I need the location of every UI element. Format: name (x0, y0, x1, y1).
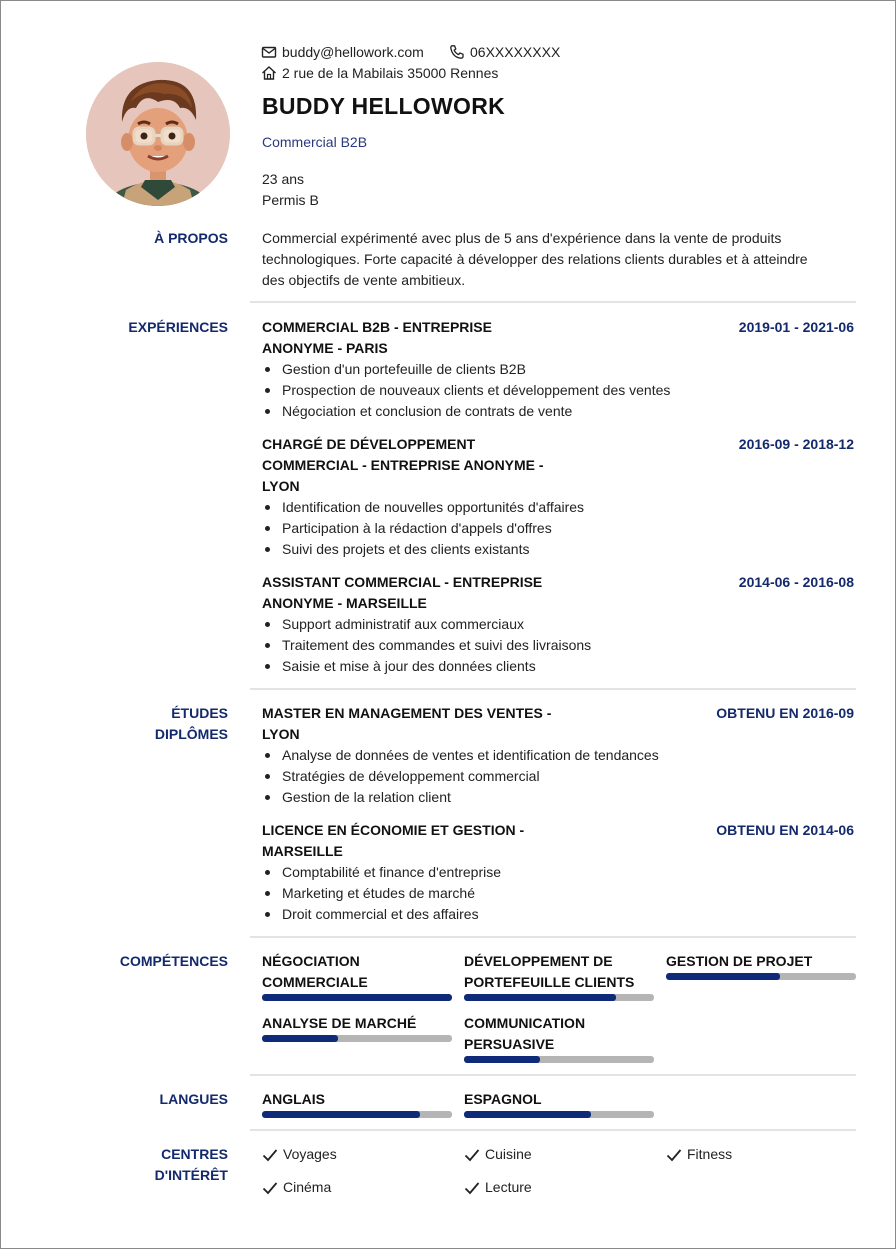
interest-label: Voyages (283, 1146, 337, 1162)
skill-name (464, 1013, 654, 1055)
section-label-line: CENTRES (161, 1146, 228, 1162)
skill-name-line: GESTION DE PROJET (666, 953, 813, 969)
section-label-interests (155, 1144, 228, 1186)
checkmark-icon (464, 1181, 480, 1195)
education-title-line: LYON (262, 726, 300, 742)
about-line: des objectifs de vente ambitieux. (262, 272, 466, 288)
driving-license: Permis B (262, 192, 319, 208)
experience-title-line: LYON (262, 478, 300, 494)
skill-name (464, 951, 654, 993)
list-item: Droit commercial et des affaires (262, 904, 501, 925)
skill-name-line: DÉVELOPPEMENT DE (464, 953, 613, 969)
skill-item (464, 1013, 654, 1063)
email-line (261, 44, 424, 60)
language-level-bar (464, 1111, 654, 1118)
section-divider (250, 301, 856, 303)
experience-bullets (262, 497, 584, 560)
about-text (262, 228, 862, 291)
education-bullets (262, 745, 659, 808)
experience-title-line: ANONYME - MARSEILLE (262, 595, 427, 611)
candidate-name: BUDDY HELLOWORK (262, 93, 506, 119)
language-name: ANGLAIS (262, 1091, 325, 1107)
avatar-illustration (86, 62, 230, 206)
skill-level-bar (262, 1035, 452, 1042)
list-item: Participation à la rédaction d'appels d'offres (262, 518, 584, 539)
experience-title-line: COMMERCIAL B2B - ENTREPRISE (262, 319, 492, 335)
experience-date: 2014-06 - 2016-08 (738, 574, 854, 590)
skill-name-line: ANALYSE DE MARCHÉ (262, 1015, 417, 1031)
language-level-bar (262, 1111, 452, 1118)
language-item (464, 1089, 654, 1118)
email-text[interactable]: buddy@hellowork.com (282, 44, 424, 60)
education-title-line: MASTER EN MANAGEMENT DES VENTES - (262, 705, 552, 721)
section-divider (250, 688, 856, 690)
skill-level-bar (464, 994, 654, 1001)
education-bullets (262, 862, 501, 925)
experience-title-line: COMMERCIAL - ENTREPRISE ANONYME - (262, 457, 544, 473)
interest-label: Fitness (687, 1146, 733, 1162)
skill-name (262, 951, 452, 993)
section-label-line: DIPLÔMES (154, 726, 228, 742)
list-item: Marketing et études de marché (262, 883, 501, 904)
skill-name-line: PERSUASIVE (464, 1036, 555, 1052)
skill-level-fill (464, 1056, 540, 1063)
interest-label: Cuisine (485, 1146, 532, 1162)
about-line: Commercial expérimenté avec plus de 5 ans d'expérience dans la vente de produits (262, 230, 782, 246)
address-text: 2 rue de la Mabilais 35000 Rennes (282, 65, 499, 81)
interest-label: Cinéma (283, 1179, 332, 1195)
experience-bullets (262, 614, 591, 677)
section-label-line: ÉTUDES (171, 705, 228, 721)
skill-name-line: COMMUNICATION (464, 1015, 586, 1031)
skill-level-fill (262, 1035, 338, 1042)
skill-level-fill (262, 994, 452, 1001)
envelope-icon (261, 44, 277, 60)
phone-icon (449, 44, 465, 60)
age: 23 ans (262, 171, 305, 187)
education-date: OBTENU EN 2016-09 (716, 705, 854, 721)
list-item: Gestion de la relation client (262, 787, 659, 808)
skill-name (666, 951, 856, 972)
experience-date: 2016-09 - 2018-12 (738, 436, 854, 452)
interest-item (262, 1177, 331, 1198)
education-title (262, 703, 551, 745)
section-divider (250, 936, 856, 938)
list-item: Saisie et mise à jour des données clients (262, 656, 591, 677)
skill-name (262, 1013, 452, 1034)
list-item: Négociation et conclusion de contrats de vente (262, 401, 670, 422)
section-label-education (155, 703, 228, 745)
skill-level-bar (262, 994, 452, 1001)
interest-label: Lecture (485, 1179, 532, 1195)
experience-title-line: ASSISTANT COMMERCIAL - ENTREPRISE (262, 574, 543, 590)
skill-name-line: PORTEFEUILLE CLIENTS (464, 974, 635, 990)
section-divider (250, 1129, 856, 1131)
section-label-line: D'INTÉRÊT (154, 1167, 228, 1183)
interest-item (464, 1177, 532, 1198)
experience-bullets (262, 359, 670, 422)
about-line: technologiques. Forte capacité à développer des relations clients durables et à atteindre (262, 251, 808, 267)
education-title-line: LICENCE EN ÉCONOMIE ET GESTION - (262, 822, 525, 838)
skill-level-fill (666, 973, 780, 980)
house-icon (261, 65, 277, 81)
section-label-experiences: EXPÉRIENCES (128, 319, 228, 335)
language-item (262, 1089, 452, 1118)
address-line (261, 65, 498, 81)
section-divider (250, 1074, 856, 1076)
language-name: ESPAGNOL (464, 1091, 542, 1107)
education-title (262, 820, 524, 862)
skill-name-line: COMMERCIALE (262, 974, 368, 990)
phone-line (449, 44, 560, 60)
list-item: Traitement des commandes et suivi des livraisons (262, 635, 591, 656)
experience-title-line: CHARGÉ DE DÉVELOPPEMENT (262, 436, 476, 452)
checkmark-icon (262, 1148, 278, 1162)
skill-level-fill (464, 994, 616, 1001)
skill-name-line: NÉGOCIATION (262, 953, 360, 969)
checkmark-icon (262, 1181, 278, 1195)
experience-title (262, 572, 542, 614)
checkmark-icon (464, 1148, 480, 1162)
interest-item (464, 1144, 532, 1165)
list-item: Identification de nouvelles opportunités d'affaires (262, 497, 584, 518)
skill-item (262, 951, 452, 1001)
avatar (86, 62, 230, 206)
list-item: Suivi des projets et des clients existants (262, 539, 584, 560)
skill-level-bar (464, 1056, 654, 1063)
education-date: OBTENU EN 2014-06 (716, 822, 854, 838)
language-level-fill (262, 1111, 420, 1118)
section-label-about: À PROPOS (154, 230, 228, 246)
experience-title (262, 317, 492, 359)
experience-title (262, 434, 544, 497)
skill-item (464, 951, 654, 1001)
skill-item (666, 951, 856, 980)
job-title: Commercial B2B (262, 134, 368, 150)
skill-item (262, 1013, 452, 1042)
list-item: Support administratif aux commerciaux (262, 614, 591, 635)
interest-item (262, 1144, 337, 1165)
list-item: Stratégies de développement commercial (262, 766, 659, 787)
experience-title-line: ANONYME - PARIS (262, 340, 388, 356)
list-item: Prospection de nouveaux clients et développement des ventes (262, 380, 670, 401)
language-level-fill (464, 1111, 591, 1118)
phone-text[interactable]: 06XXXXXXXX (470, 44, 561, 60)
experience-date: 2019-01 - 2021-06 (738, 319, 854, 335)
list-item: Gestion d'un portefeuille de clients B2B (262, 359, 670, 380)
interest-item (666, 1144, 732, 1165)
checkmark-icon (666, 1148, 682, 1162)
education-title-line: MARSEILLE (262, 843, 343, 859)
section-label-languages: LANGUES (159, 1091, 228, 1107)
list-item: Analyse de données de ventes et identification de tendances (262, 745, 659, 766)
list-item: Comptabilité et finance d'entreprise (262, 862, 501, 883)
skill-level-bar (666, 973, 856, 980)
section-label-skills: COMPÉTENCES (119, 953, 228, 969)
